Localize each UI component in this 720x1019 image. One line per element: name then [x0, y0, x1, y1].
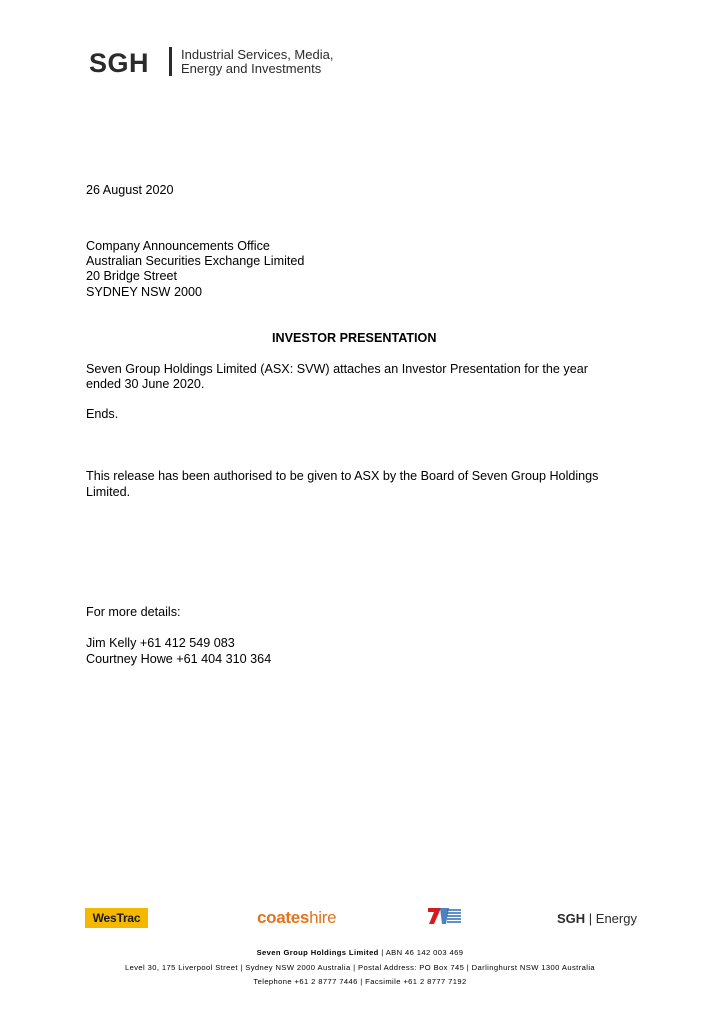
body-line-2: ended 30 June 2020.	[86, 377, 205, 391]
recipient-line-2: Australian Securities Exchange Limited	[86, 254, 305, 268]
authorisation-line-1: This release has been authorised to be given to ASX by the Board of Seven Group Holdings	[86, 469, 599, 483]
contact-jim-kelly: Jim Kelly +61 412 549 083	[86, 636, 235, 650]
footer-abn: | ABN 46 142 003 469	[378, 948, 464, 957]
footer-company-name: Seven Group Holdings Limited	[256, 948, 379, 957]
sgh-energy-logo	[557, 910, 637, 928]
logo-divider	[169, 47, 172, 76]
details-label: For more details:	[86, 605, 181, 619]
seven-logo-stripes	[447, 910, 461, 922]
logo-tagline	[181, 48, 333, 75]
footer-phone-line: Telephone +61 2 8777 7446 | Facsimile +61 2 8777 7192	[253, 977, 467, 986]
authorisation-line-2: Limited.	[86, 485, 131, 499]
seven-network-logo	[427, 906, 463, 926]
letter-date: 26 August 2020	[86, 183, 174, 197]
recipient-line-3: 20 Bridge Street	[86, 269, 178, 283]
seven-logo-red-seven	[428, 908, 441, 924]
coates-hire-logo	[257, 906, 336, 930]
logo-tagline-line1: Industrial Services, Media,	[181, 47, 334, 62]
coates-logo-light: hire	[309, 908, 337, 927]
announcement-title: INVESTOR PRESENTATION	[272, 331, 437, 345]
coates-logo-bold: coates	[257, 908, 310, 927]
recipient-line-1: Company Announcements Office	[86, 239, 270, 253]
sgh-logo-mark: SGH	[89, 48, 150, 78]
recipient-line-4: SYDNEY NSW 2000	[86, 285, 202, 299]
sgh-energy-word: | Energy	[588, 911, 637, 926]
ends-text: Ends.	[86, 407, 119, 421]
westrac-logo-text: WesTrac	[92, 911, 141, 925]
body-line-1: Seven Group Holdings Limited (ASX: SVW) attaches an Investor Presentation for the year	[86, 362, 588, 376]
contact-courtney-howe: Courtney Howe +61 404 310 364	[86, 652, 272, 666]
logo-tagline-line2: Energy and Investments	[181, 60, 322, 76]
footer-address-line: Level 30, 175 Liverpool Street | Sydney NSW 2000 Australia | Postal Address: PO Box 745 | Darlinghurst NSW 1300 Australia	[124, 963, 596, 972]
sgh-energy-mark: SGH	[557, 911, 586, 926]
footer-company-line	[0, 948, 720, 958]
westrac-logo	[85, 908, 148, 928]
